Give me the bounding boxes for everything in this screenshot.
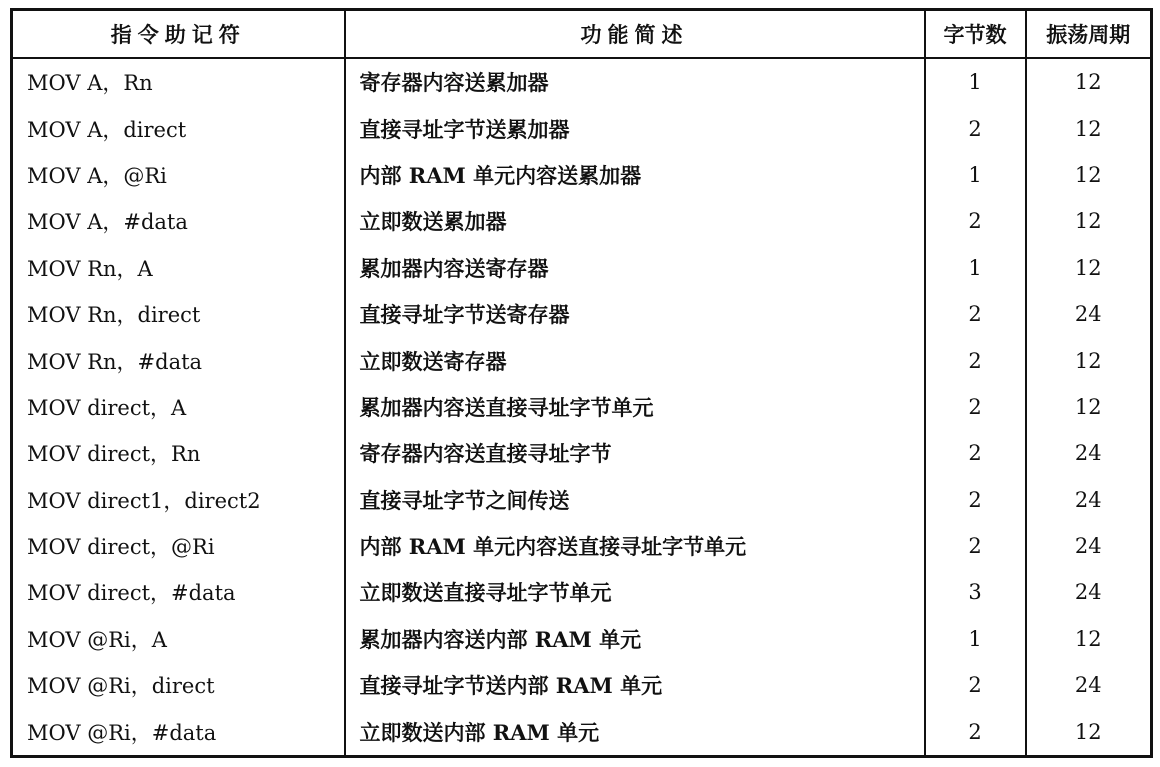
mnemonic-cell: MOV Rn，A xyxy=(12,245,345,291)
header-cycles: 振荡周期 xyxy=(1026,10,1152,59)
function-cell: 寄存器内容送累加器 xyxy=(345,58,925,105)
bytes-cell: 2 xyxy=(925,198,1026,244)
cycles-cell: 12 xyxy=(1026,198,1152,244)
function-cell: 直接寻址字节送内部 RAM 单元 xyxy=(345,662,925,708)
table-row xyxy=(12,616,1152,662)
mnemonic-cell: MOV direct，A xyxy=(12,384,345,430)
bytes-cell: 1 xyxy=(925,152,1026,198)
header-bytes: 字节数 xyxy=(925,10,1026,59)
cycles-cell: 12 xyxy=(1026,58,1152,105)
function-cell: 内部 RAM 单元内容送累加器 xyxy=(345,152,925,198)
bytes-cell: 1 xyxy=(925,58,1026,105)
bytes-cell: 2 xyxy=(925,662,1026,708)
table-row xyxy=(12,523,1152,569)
table-row xyxy=(12,662,1152,708)
mnemonic-cell: MOV A，@Ri xyxy=(12,152,345,198)
function-cell: 立即数送寄存器 xyxy=(345,337,925,383)
cycles-cell: 12 xyxy=(1026,708,1152,756)
bytes-cell: 2 xyxy=(925,337,1026,383)
bytes-cell: 2 xyxy=(925,430,1026,476)
cycles-cell: 24 xyxy=(1026,291,1152,337)
table-row xyxy=(12,198,1152,244)
function-cell: 立即数送内部 RAM 单元 xyxy=(345,708,925,756)
bytes-cell: 2 xyxy=(925,291,1026,337)
mnemonic-cell: MOV @Ri，A xyxy=(12,616,345,662)
mnemonic-cell: MOV A，#data xyxy=(12,198,345,244)
header-mnemonic: 指令助记符 xyxy=(12,10,345,59)
table-row xyxy=(12,708,1152,756)
mnemonic-cell: MOV direct，Rn xyxy=(12,430,345,476)
cycles-cell: 12 xyxy=(1026,245,1152,291)
document-page xyxy=(10,8,1150,757)
bytes-cell: 2 xyxy=(925,105,1026,151)
table-row xyxy=(12,291,1152,337)
cycles-cell: 24 xyxy=(1026,523,1152,569)
bytes-cell: 2 xyxy=(925,477,1026,523)
cycles-cell: 12 xyxy=(1026,105,1152,151)
instruction-table xyxy=(10,8,1153,758)
header-row xyxy=(12,10,1152,59)
function-cell: 直接寻址字节送累加器 xyxy=(345,105,925,151)
mnemonic-cell: MOV @Ri，direct xyxy=(12,662,345,708)
table-row xyxy=(12,384,1152,430)
mnemonic-cell: MOV A，Rn xyxy=(12,58,345,105)
cycles-cell: 12 xyxy=(1026,384,1152,430)
mnemonic-cell: MOV direct，#data xyxy=(12,569,345,615)
table-header xyxy=(12,10,1152,59)
cycles-cell: 24 xyxy=(1026,477,1152,523)
function-cell: 累加器内容送寄存器 xyxy=(345,245,925,291)
function-cell: 直接寻址字节之间传送 xyxy=(345,477,925,523)
bytes-cell: 1 xyxy=(925,245,1026,291)
function-cell: 累加器内容送直接寻址字节单元 xyxy=(345,384,925,430)
function-cell: 立即数送累加器 xyxy=(345,198,925,244)
table-row xyxy=(12,569,1152,615)
mnemonic-cell: MOV Rn，direct xyxy=(12,291,345,337)
function-cell: 累加器内容送内部 RAM 单元 xyxy=(345,616,925,662)
cycles-cell: 24 xyxy=(1026,662,1152,708)
bytes-cell: 2 xyxy=(925,708,1026,756)
table-row xyxy=(12,337,1152,383)
cycles-cell: 24 xyxy=(1026,430,1152,476)
table-body xyxy=(12,58,1152,756)
mnemonic-cell: MOV A，direct xyxy=(12,105,345,151)
table-row xyxy=(12,58,1152,105)
table-row xyxy=(12,105,1152,151)
bytes-cell: 2 xyxy=(925,384,1026,430)
mnemonic-cell: MOV Rn，#data xyxy=(12,337,345,383)
function-cell: 立即数送直接寻址字节单元 xyxy=(345,569,925,615)
function-cell: 寄存器内容送直接寻址字节 xyxy=(345,430,925,476)
mnemonic-cell: MOV direct1，direct2 xyxy=(12,477,345,523)
header-function: 功能简述 xyxy=(345,10,925,59)
cycles-cell: 12 xyxy=(1026,616,1152,662)
bytes-cell: 1 xyxy=(925,616,1026,662)
bytes-cell: 3 xyxy=(925,569,1026,615)
table-row xyxy=(12,245,1152,291)
table-row xyxy=(12,152,1152,198)
mnemonic-cell: MOV @Ri，#data xyxy=(12,708,345,756)
bytes-cell: 2 xyxy=(925,523,1026,569)
mnemonic-cell: MOV direct，@Ri xyxy=(12,523,345,569)
table-row xyxy=(12,430,1152,476)
cycles-cell: 24 xyxy=(1026,569,1152,615)
cycles-cell: 12 xyxy=(1026,337,1152,383)
cycles-cell: 12 xyxy=(1026,152,1152,198)
table-row xyxy=(12,477,1152,523)
function-cell: 内部 RAM 单元内容送直接寻址字节单元 xyxy=(345,523,925,569)
function-cell: 直接寻址字节送寄存器 xyxy=(345,291,925,337)
